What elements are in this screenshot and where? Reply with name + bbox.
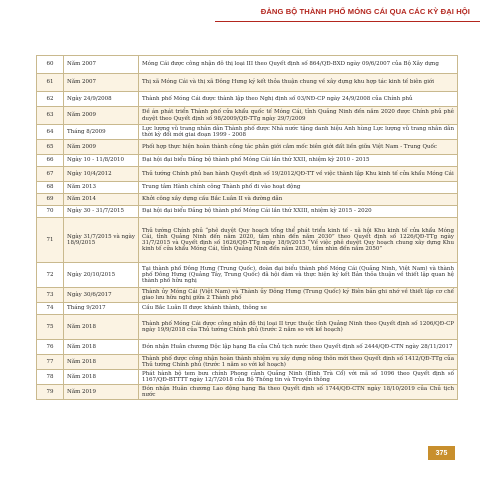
row-date-cell: Năm 2009: [64, 140, 139, 155]
table-row: [37, 140, 458, 155]
events-table-body: [37, 56, 458, 400]
events-table: [36, 55, 458, 400]
row-event-cell: Thành phố Móng Cái được công nhận đô thị loại II trực thuộc tỉnh Quảng Ninh theo Quyết định số 1206/QĐ-CP ngày 19/9/2018 của Thủ tướng Chính phủ (trước 2 năm so với kế hoạch): [139, 315, 458, 340]
table-row: [37, 263, 458, 288]
row-date-cell: Tháng 9/2017: [64, 303, 139, 315]
row-number-cell: 78: [37, 370, 64, 385]
page-header-title: ĐẢNG BỘ THÀNH PHỐ MÓNG CÁI QUA CÁC KỲ ĐẠI HỘI: [260, 7, 470, 16]
row-event-cell: Trung tâm Hành chính công Thành phố đi vào hoạt động: [139, 182, 458, 194]
table-row: [37, 107, 458, 125]
row-number-cell: 67: [37, 167, 64, 182]
table-row: [37, 218, 458, 263]
table-row: [37, 206, 458, 218]
row-event-cell: Tại thành phố Đông Hưng (Trung Quốc), đoàn đại biểu thành phố Móng Cái (Quảng Ninh, Việt Nam) và thành phố Đông Hưng (Quảng Tây, Trung Quốc) đã hội đàm và thực hiện ký kết Bản thỏa thuận về thiết lập quan hệ thành phố hữu nghị: [139, 263, 458, 288]
row-number-cell: 66: [37, 155, 64, 167]
row-number-cell: 68: [37, 182, 64, 194]
row-number-cell: 69: [37, 194, 64, 206]
table-row: [37, 385, 458, 400]
row-number-cell: 77: [37, 355, 64, 370]
row-date-cell: Năm 2018: [64, 340, 139, 355]
row-event-cell: Lực lượng vũ trang nhân dân Thành phố được Nhà nước tặng danh hiệu Anh hùng Lực lượng vũ trang nhân dân thời kỳ đổi mới giai đoạn 1999 - 2008: [139, 125, 458, 140]
table-row: [37, 92, 458, 107]
row-event-cell: Thủ tướng Chính phủ ban hành Quyết định số 19/2012/QĐ-TT về việc thành lập Khu kinh tế cửa khẩu Móng Cái: [139, 167, 458, 182]
row-event-cell: Phát hành bộ tem bưu chính Phong cảnh Quảng Ninh (Bình Trà Cổ) với mã số 1096 theo Quyết định số 1167/QĐ-BTTTT ngày 12/7/2018 của Bộ Thông tin và Truyền thông: [139, 370, 458, 385]
row-event-cell: Đại hội đại biểu Đảng bộ thành phố Móng Cái lần thứ XXIII, nhiệm kỳ 2015 - 2020: [139, 206, 458, 218]
row-date-cell: Năm 2009: [64, 107, 139, 125]
row-date-cell: Ngày 30/6/2017: [64, 288, 139, 303]
table-row: [37, 125, 458, 140]
table-row: [37, 303, 458, 315]
table-row: [37, 155, 458, 167]
row-event-cell: Đề án phát triển Thành phố cửa khẩu quốc tế Móng Cái, tỉnh Quảng Ninh đến năm 2020 được Chính phủ phê duyệt theo Quyết định số 98/2009/QĐ-TTg ngày 29/7/2009: [139, 107, 458, 125]
row-number-cell: 75: [37, 315, 64, 340]
table-row: [37, 355, 458, 370]
row-number-cell: 71: [37, 218, 64, 263]
row-date-cell: Năm 2007: [64, 56, 139, 74]
row-event-cell: Thành phố Móng Cái được thành lập theo Nghị định số 03/NĐ-CP ngày 24/9/2008 của Chính phủ: [139, 92, 458, 107]
row-event-cell: Thị xã Móng Cái và thị xã Đông Hưng ký kết thỏa thuận chung về xây dựng khu hợp tác kinh tế biên giới: [139, 74, 458, 92]
row-date-cell: Năm 2018: [64, 370, 139, 385]
row-date-cell: Năm 2014: [64, 194, 139, 206]
row-event-cell: Đón nhận Huân chương Lao động hạng Ba theo Quyết định số 1744/QĐ-CTN ngày 18/10/2019 của Chủ tịch nước: [139, 385, 458, 400]
row-date-cell: Ngày 20/10/2015: [64, 263, 139, 288]
row-number-cell: 73: [37, 288, 64, 303]
row-event-cell: Phối hợp thực hiện hoàn thành công tác phân giới cắm mốc biên giới đất liền giữa Việt Nam - Trung Quốc: [139, 140, 458, 155]
row-number-cell: 65: [37, 140, 64, 155]
row-number-cell: 63: [37, 107, 64, 125]
row-date-cell: Năm 2007: [64, 74, 139, 92]
row-number-cell: 64: [37, 125, 64, 140]
table-row: [37, 288, 458, 303]
row-event-cell: Đại hội đại biểu Đảng bộ thành phố Móng Cái lần thứ XXII, nhiệm kỳ 2010 - 2015: [139, 155, 458, 167]
row-number-cell: 61: [37, 74, 64, 92]
row-date-cell: Năm 2018: [64, 315, 139, 340]
row-event-cell: Móng Cái được công nhận đô thị loại III theo Quyết định số 864/QĐ-BXD ngày 09/6/2007 của Bộ Xây dựng: [139, 56, 458, 74]
row-date-cell: Ngày 10/4/2012: [64, 167, 139, 182]
row-date-cell: Ngày 30 - 31/7/2015: [64, 206, 139, 218]
table-row: [37, 370, 458, 385]
row-number-cell: 62: [37, 92, 64, 107]
table-row: [37, 167, 458, 182]
row-number-cell: 72: [37, 263, 64, 288]
row-number-cell: 74: [37, 303, 64, 315]
row-event-cell: Đón nhận Huân chương Độc lập hạng Ba của Chủ tịch nước theo Quyết định số 2444/QĐ-CTN ngày 28/11/2017: [139, 340, 458, 355]
row-event-cell: Thành phố được công nhận hoàn thành nhiệm vụ xây dựng nông thôn mới theo Quyết định số 1412/QĐ-TTg của Thủ tướng Chính phủ (trước 1 năm so với kế hoạch): [139, 355, 458, 370]
row-date-cell: Năm 2013: [64, 182, 139, 194]
row-date-cell: Năm 2019: [64, 385, 139, 400]
table-row: [37, 340, 458, 355]
row-date-cell: Năm 2018: [64, 355, 139, 370]
row-date-cell: Tháng 8/2009: [64, 125, 139, 140]
row-date-cell: Ngày 24/9/2008: [64, 92, 139, 107]
table-row: [37, 194, 458, 206]
table-row: [37, 182, 458, 194]
row-event-cell: Cầu Bắc Luân II được khánh thành, thông xe: [139, 303, 458, 315]
row-event-cell: Khởi công xây dựng cầu Bắc Luân II và đường dẫn: [139, 194, 458, 206]
row-date-cell: Ngày 31/7/2015 và ngày 18/9/2015: [64, 218, 139, 263]
row-number-cell: 76: [37, 340, 64, 355]
table-row: [37, 315, 458, 340]
row-date-cell: Ngày 10 - 11/8/2010: [64, 155, 139, 167]
row-event-cell: Thủ tướng Chính phủ “phê duyệt Quy hoạch tổng thể phát triển kinh tế - xã hội Khu kinh tế cửa khẩu Móng Cái, tỉnh Quảng Ninh đến năm 2020, tầm nhìn đến năm 2030” theo Quyết định số 1226/QĐ-TTg ngày 31/7/2015 và Quyết định số 1626/QĐ-TTg ngày 18/9/2015 “Về việc phê duyệt Quy hoạch chung xây dựng Khu kinh tế cửa khẩu Móng Cái, tỉnh Quảng Ninh đến năm 2030, tầm nhìn đến năm 2050”: [139, 218, 458, 263]
row-number-cell: 60: [37, 56, 64, 74]
row-event-cell: Thành ủy Móng Cái (Việt Nam) và Thành ủy Đông Hưng (Trung Quốc) ký Biên bản ghi nhớ về thiết lập cơ chế giao lưu hữu nghị giữa 2 Thành phố: [139, 288, 458, 303]
row-number-cell: 79: [37, 385, 64, 400]
table-row: [37, 74, 458, 92]
page-number-badge: 375: [428, 446, 455, 460]
header-divider: [215, 21, 480, 22]
row-number-cell: 70: [37, 206, 64, 218]
table-row: [37, 56, 458, 74]
